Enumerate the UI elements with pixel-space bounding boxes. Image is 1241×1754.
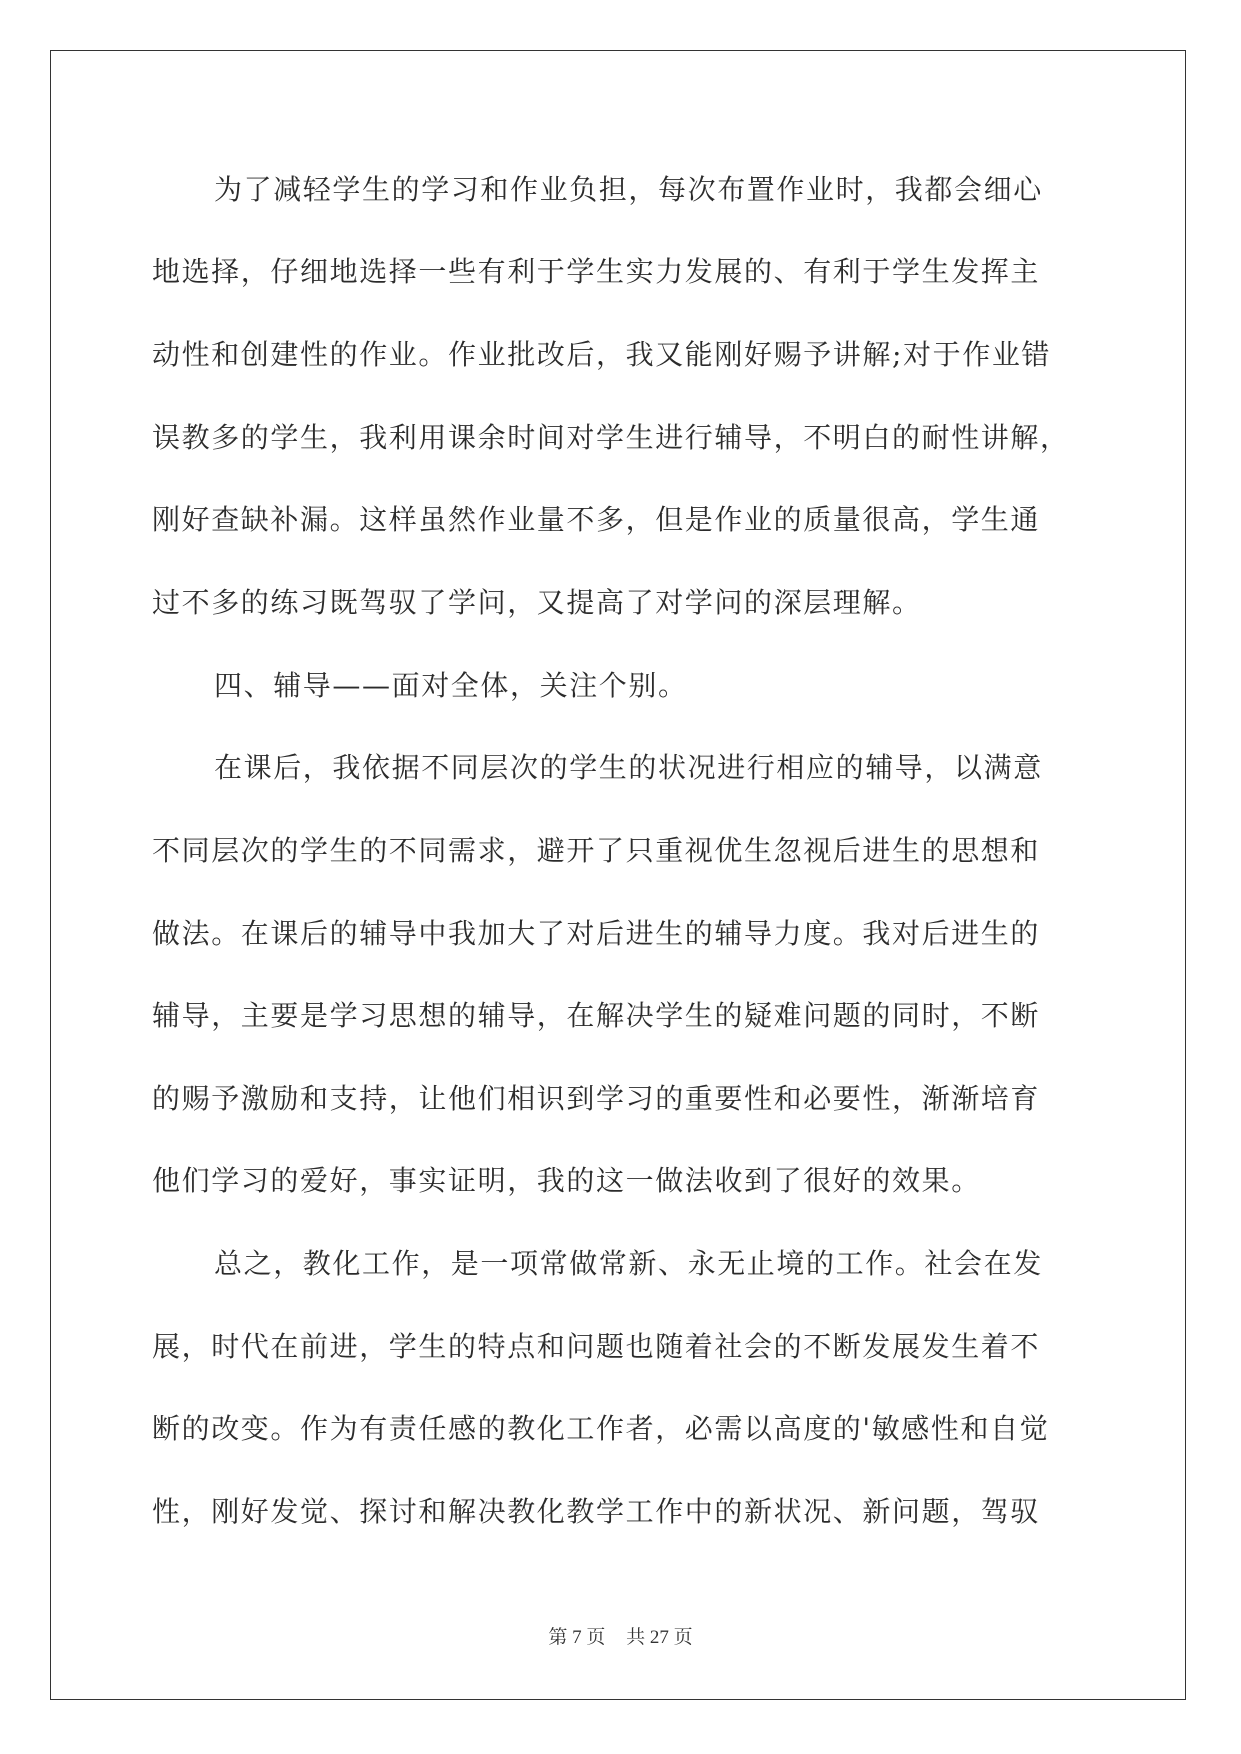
paragraph-1-line-5: 刚好查缺补漏。这样虽然作业量不多，但是作业的质量很高，学生通 — [152, 503, 1041, 536]
paragraph-3-line-1: 总之，教化工作，是一项常做常新、永无止境的工作。社会在发 — [214, 1247, 1043, 1280]
paragraph-1-line-2: 地选择，仔细地选择一些有利于学生实力发展的、有利于学生发挥主 — [152, 255, 1041, 288]
paragraph-1-line-3: 动性和创建性的作业。作业批改后，我又能刚好赐予讲解;对于作业错 — [152, 338, 1052, 371]
paragraph-3-line-4: 性，刚好发觉、探讨和解决教化教学工作中的新状况、新问题，驾驭 — [152, 1495, 1041, 1528]
paragraph-1-line-4: 误教多的学生，我利用课余时间对学生进行辅导，不明白的耐性讲解， — [152, 421, 1070, 454]
paragraph-2-line-6: 他们学习的爱好，事实证明，我的这一做法收到了很好的效果。 — [152, 1164, 981, 1197]
paragraph-3-line-3: 断的改变。作为有责任感的教化工作者，必需以高度的'敏感性和自觉 — [152, 1412, 1050, 1445]
page-number-total: 共 27 页 — [626, 1627, 693, 1648]
paragraph-2-line-4: 辅导，主要是学习思想的辅导，在解决学生的疑难问题的同时，不断 — [152, 999, 1041, 1032]
paragraph-1-line-1: 为了减轻学生的学习和作业负担，每次布置作业时，我都会细心 — [214, 173, 1043, 206]
paragraph-3-line-2: 展，时代在前进，学生的特点和问题也随着社会的不断发展发生着不 — [152, 1330, 1041, 1363]
page-border — [50, 50, 1186, 1700]
page-footer — [0, 1622, 1241, 1649]
page-number-current: 第 7 页 — [548, 1627, 606, 1648]
paragraph-1-line-6: 过不多的练习既驾驭了学问，又提高了对学问的深层理解。 — [152, 586, 922, 619]
paragraph-2-line-5: 的赐予激励和支持，让他们相识到学习的重要性和必要性，渐渐培育 — [152, 1082, 1041, 1115]
section-heading: 四、辅导——面对全体，关注个别。 — [214, 669, 688, 702]
paragraph-2-line-3: 做法。在课后的辅导中我加大了对后进生的辅导力度。我对后进生的 — [152, 917, 1041, 950]
paragraph-2-line-2: 不同层次的学生的不同需求，避开了只重视优生忽视后进生的思想和 — [152, 834, 1041, 867]
paragraph-2-line-1: 在课后，我依据不同层次的学生的状况进行相应的辅导，以满意 — [214, 751, 1043, 784]
